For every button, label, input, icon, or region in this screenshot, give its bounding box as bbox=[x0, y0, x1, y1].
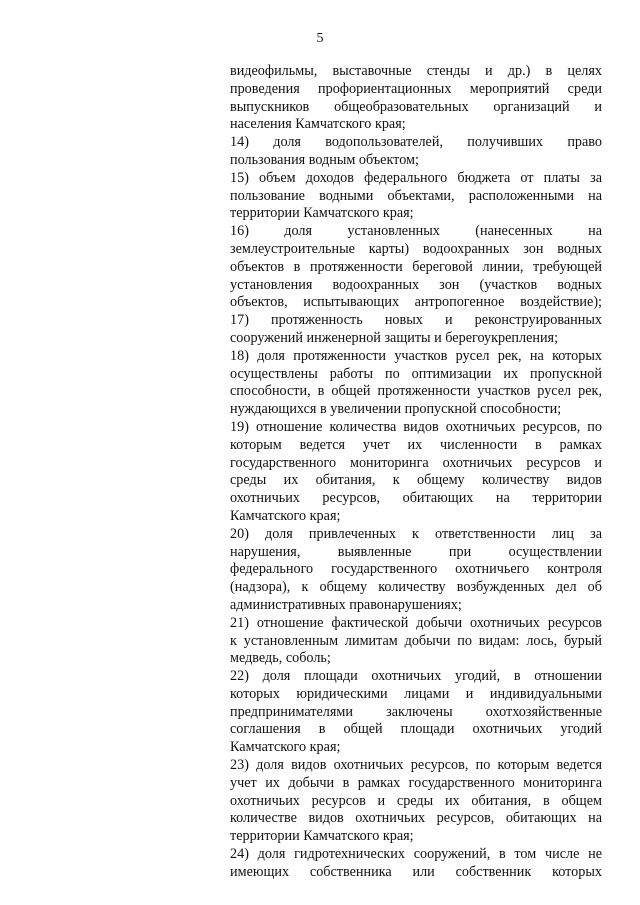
text-line: 19) отношение количества видов охотничьих ресурсов, по bbox=[230, 418, 602, 435]
text-line: объектов в протяженности береговой линии, требующей bbox=[230, 258, 602, 275]
text-line: (надзора), к общему количеству возбужденных дел об bbox=[230, 579, 602, 596]
text-line: 17) протяженность новых и реконструированных bbox=[230, 312, 602, 329]
text-line: 18) доля протяженности участков русел рек, на которых bbox=[230, 347, 602, 364]
text-line: которых юридическими лицами и индивидуальными bbox=[230, 685, 602, 702]
text-line: нарушения, выявленные при осуществлении bbox=[230, 543, 602, 560]
document-body bbox=[230, 63, 602, 882]
text-line: государственного мониторинга охотничьих ресурсов и bbox=[230, 454, 602, 471]
text-line: объектов, испытывающих антропогенное воздействие); bbox=[230, 294, 602, 311]
text-line: 24) доля гидротехнических сооружений, в том числе не bbox=[230, 846, 602, 863]
text-line: 15) объем доходов федерального бюджета от платы за bbox=[230, 169, 602, 186]
text-line: предпринимателями заключены охотхозяйственные bbox=[230, 703, 602, 720]
text-line: медведь, соболь; bbox=[230, 650, 331, 667]
page-number: 5 bbox=[316, 31, 324, 46]
text-line: имеющих собственника или собственник которых bbox=[230, 863, 602, 880]
text-line: землеустроительные карты) водоохранных зон водных bbox=[230, 240, 602, 257]
text-line: 22) доля площади охотничьих угодий, в отношении bbox=[230, 668, 602, 685]
text-line: среды их обитания, к общему количеству видов bbox=[230, 472, 602, 489]
text-line: осуществлены работы по оптимизации их пропускной bbox=[230, 365, 602, 382]
text-line: Камчатского края; bbox=[230, 507, 341, 524]
text-line: 14) доля водопользователей, получивших право bbox=[230, 134, 602, 151]
text-line: охотничьих ресурсов и среды их обитания, в общем bbox=[230, 792, 602, 809]
text-line: количестве видов охотничьих ресурсов, обитающих на bbox=[230, 810, 602, 827]
text-line: установления водоохранных зон (участков водных bbox=[230, 276, 602, 293]
text-line: нуждающихся в увеличении пропускной способности; bbox=[230, 401, 562, 418]
text-line: территории Камчатского края; bbox=[230, 205, 414, 222]
text-line: пользование водными объектами, расположенными на bbox=[230, 187, 602, 204]
text-line: населения Камчатского края; bbox=[230, 116, 406, 133]
text-line: 20) доля привлеченных к ответственности лиц за bbox=[230, 525, 602, 542]
text-line: к установленным лимитам добычи по видам: лось, бурый bbox=[230, 632, 602, 649]
text-line: административных правонарушениях; bbox=[230, 596, 462, 613]
text-line: территории Камчатского края; bbox=[230, 828, 414, 845]
text-line: выпускников общеобразовательных организаций и bbox=[230, 98, 602, 115]
text-line: 21) отношение фактической добычи охотничьих ресурсов bbox=[230, 614, 602, 631]
text-line: сооружений инженерной защиты и берегоукрепления; bbox=[230, 329, 559, 346]
text-line: видеофильмы, выставочные стенды и др.) в целях bbox=[230, 63, 602, 79]
text-line: способности, в общей протяженности участков русел рек, bbox=[230, 383, 602, 400]
text-line: пользования водным объектом; bbox=[230, 151, 419, 168]
text-line: 16) доля установленных (нанесенных на bbox=[230, 223, 602, 240]
text-line: которым ведется учет их численности в рамках bbox=[230, 436, 602, 453]
text-line: учет их добычи в рамках государственного мониторинга bbox=[230, 774, 602, 791]
text-line: Камчатского края; bbox=[230, 739, 341, 756]
text-line: охотничьих ресурсов, обитающих на территории bbox=[230, 490, 602, 507]
text-line: соглашения в общей площади охотничьих угодий bbox=[230, 721, 602, 738]
text-line: проведения профориентационных мероприятий среди bbox=[230, 80, 602, 97]
text-line: 23) доля видов охотничьих ресурсов, по которым ведется bbox=[230, 757, 602, 774]
text-line: федерального государственного охотничьего контроля bbox=[230, 561, 602, 578]
